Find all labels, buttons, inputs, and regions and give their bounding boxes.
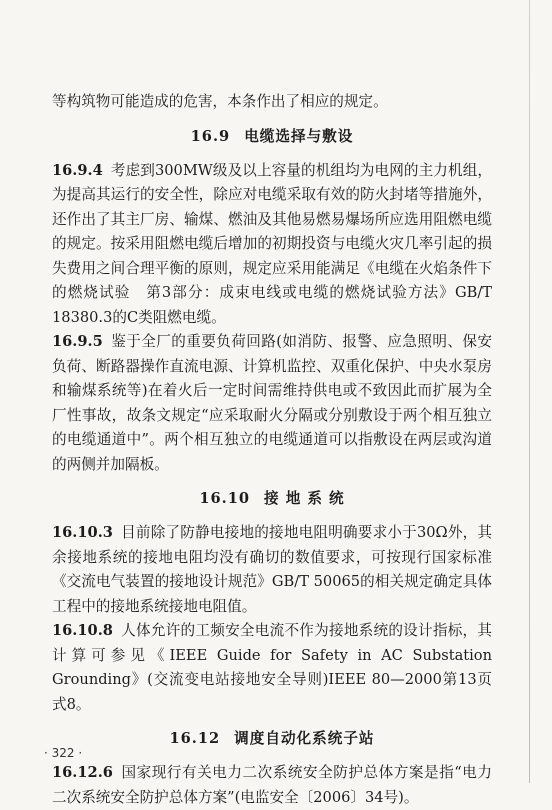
clause-16-9-5: [52, 330, 492, 477]
clause-number: 16.10.3: [52, 524, 113, 541]
page-edge: [529, 0, 530, 783]
heading-number: 16.10: [199, 490, 251, 507]
clause-text: 国家现行有关电力二次系统安全防护总体方案是指“电力二次系统安全防护总体方案”(电监安全〔2006〕34号)。: [52, 764, 492, 806]
page-number: · 322 ·: [44, 746, 83, 760]
clause-number: 16.9.5: [52, 333, 103, 350]
heading-number: 16.12: [169, 730, 221, 747]
clause-text: 目前除了防静电接地的接地电阻明确要求小于30Ω外，其余接地系统的接地电阻均没有确切的数值要求，可按现行国家标准《交流电气装置的接地设计规范》GB/T 50065的相关规定确定具体工程中的接地系统接地电阻值。: [52, 524, 492, 615]
clause-number: 16.10.8: [52, 622, 113, 639]
clause-number: 16.12.6: [52, 764, 113, 781]
heading-title: 调度自动化系统子站: [234, 730, 375, 747]
clause-number: 16.9.4: [52, 161, 103, 179]
clause-text: 考虑到300MW级及以上容量的机组均为电网的主力机组，为提高其运行的安全性，除应对电缆采取有效的防火封堵等措施外，还作出了其主厂房、输煤、燃油及其他易燃易爆场所应选用阻燃电缆的规定。按采用阻燃电缆后增加的初期投资与电缆火灾几率引起的损失费用之间合理平衡的原则，规定应采用能满足《电缆在火焰条件下的燃烧试验 第3部分：成束电线或电缆的燃烧试验方法》GB/T 18380.3的C类阻燃电缆。: [52, 161, 492, 326]
clause-text: 鉴于全厂的重要负荷回路(如消防、报警、应急照明、保安负荷、断路器操作直流电源、计算机监控、双重化保护、中央水泵房和输煤系统等)在着火后一定时间需维持供电或不致因此而扩展为全厂性事故，故条文规定“应采取耐火分隔或分别敷设于两个相互独立的电缆通道中”。两个相互独立的电缆通道可以指敷设在两层或沟道的两侧并加隔板。: [52, 333, 492, 473]
section-heading-16-12: [52, 727, 492, 751]
heading-title: 电缆选择与敷设: [244, 127, 354, 145]
intro-paragraph: 等构筑物可能造成的危害，本条作出了相应的规定。: [52, 93, 388, 110]
heading-number: 16.9: [190, 127, 231, 145]
clause-16-10-8: [52, 619, 492, 717]
clause-16-9-4: [52, 159, 492, 331]
clause-text: 人体允许的工频安全电流不作为接地系统的设计指标，其计算可参见《IEEE Guide for Safety in AC Substation Grounding》(交流变电站接地安全导则)IEEE 80—2000第13页式8。: [52, 622, 492, 713]
clause-16-10-3: [52, 521, 492, 619]
heading-title: 接 地 系 统: [264, 490, 345, 507]
section-heading-16-10: [52, 487, 492, 511]
section-heading-16-9: [52, 125, 492, 149]
clause-16-12-6: [52, 761, 492, 810]
page-content: [52, 90, 492, 810]
